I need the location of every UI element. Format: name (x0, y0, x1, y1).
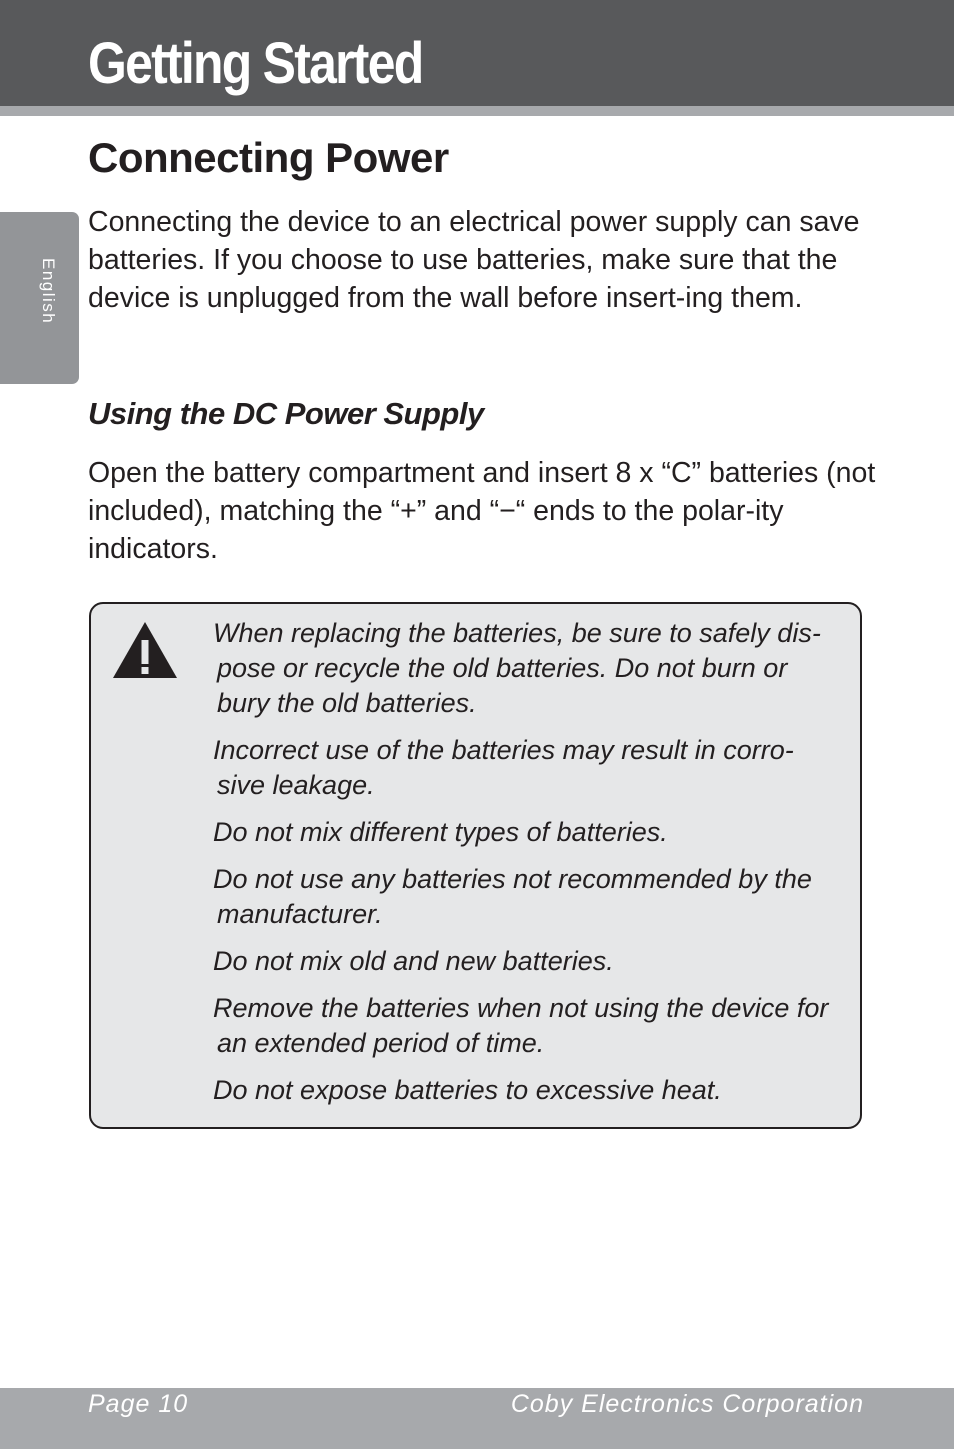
warning-item: Remove the batteries when not using the device for an extended period of time. (213, 993, 829, 1058)
warning-item: Do not expose batteries to excessive heat. (213, 1075, 722, 1105)
page-title: Getting Started (88, 31, 423, 96)
warning-item: Do not use any batteries not recommended by the manufacturer. (213, 864, 812, 929)
warning-item: Do not mix different types of batteries. (213, 817, 668, 847)
language-tab-label: English (39, 258, 58, 325)
section-title: Connecting Power (88, 134, 449, 181)
company-name: Coby Electronics Corporation (510, 1390, 864, 1418)
warning-list (213, 616, 841, 1120)
warning-triangle-icon (112, 620, 178, 680)
section-paragraph: Connecting the device to an electrical power supply can save batteries. If you choose to use batteries, make sure that the device is unplugged from the wall before insert-ing them. (88, 206, 860, 314)
warning-item: Do not mix old and new batteries. (213, 946, 614, 976)
subsection-paragraph: Open the battery compartment and insert 8 x “C” batteries (not included), matching the “+” and “−“ ends to the polar-ity indicators. (88, 457, 876, 565)
warning-item: When replacing the batteries, be sure to safely dis-pose or recycle the old batteries. Do not burn or bury the old batteries. (213, 618, 821, 718)
page-number: Page 10 (88, 1390, 189, 1418)
warning-item: Incorrect use of the batteries may result in corro-sive leakage. (213, 735, 794, 800)
header-stripe (0, 106, 954, 116)
subsection-title: Using the DC Power Supply (88, 396, 484, 431)
